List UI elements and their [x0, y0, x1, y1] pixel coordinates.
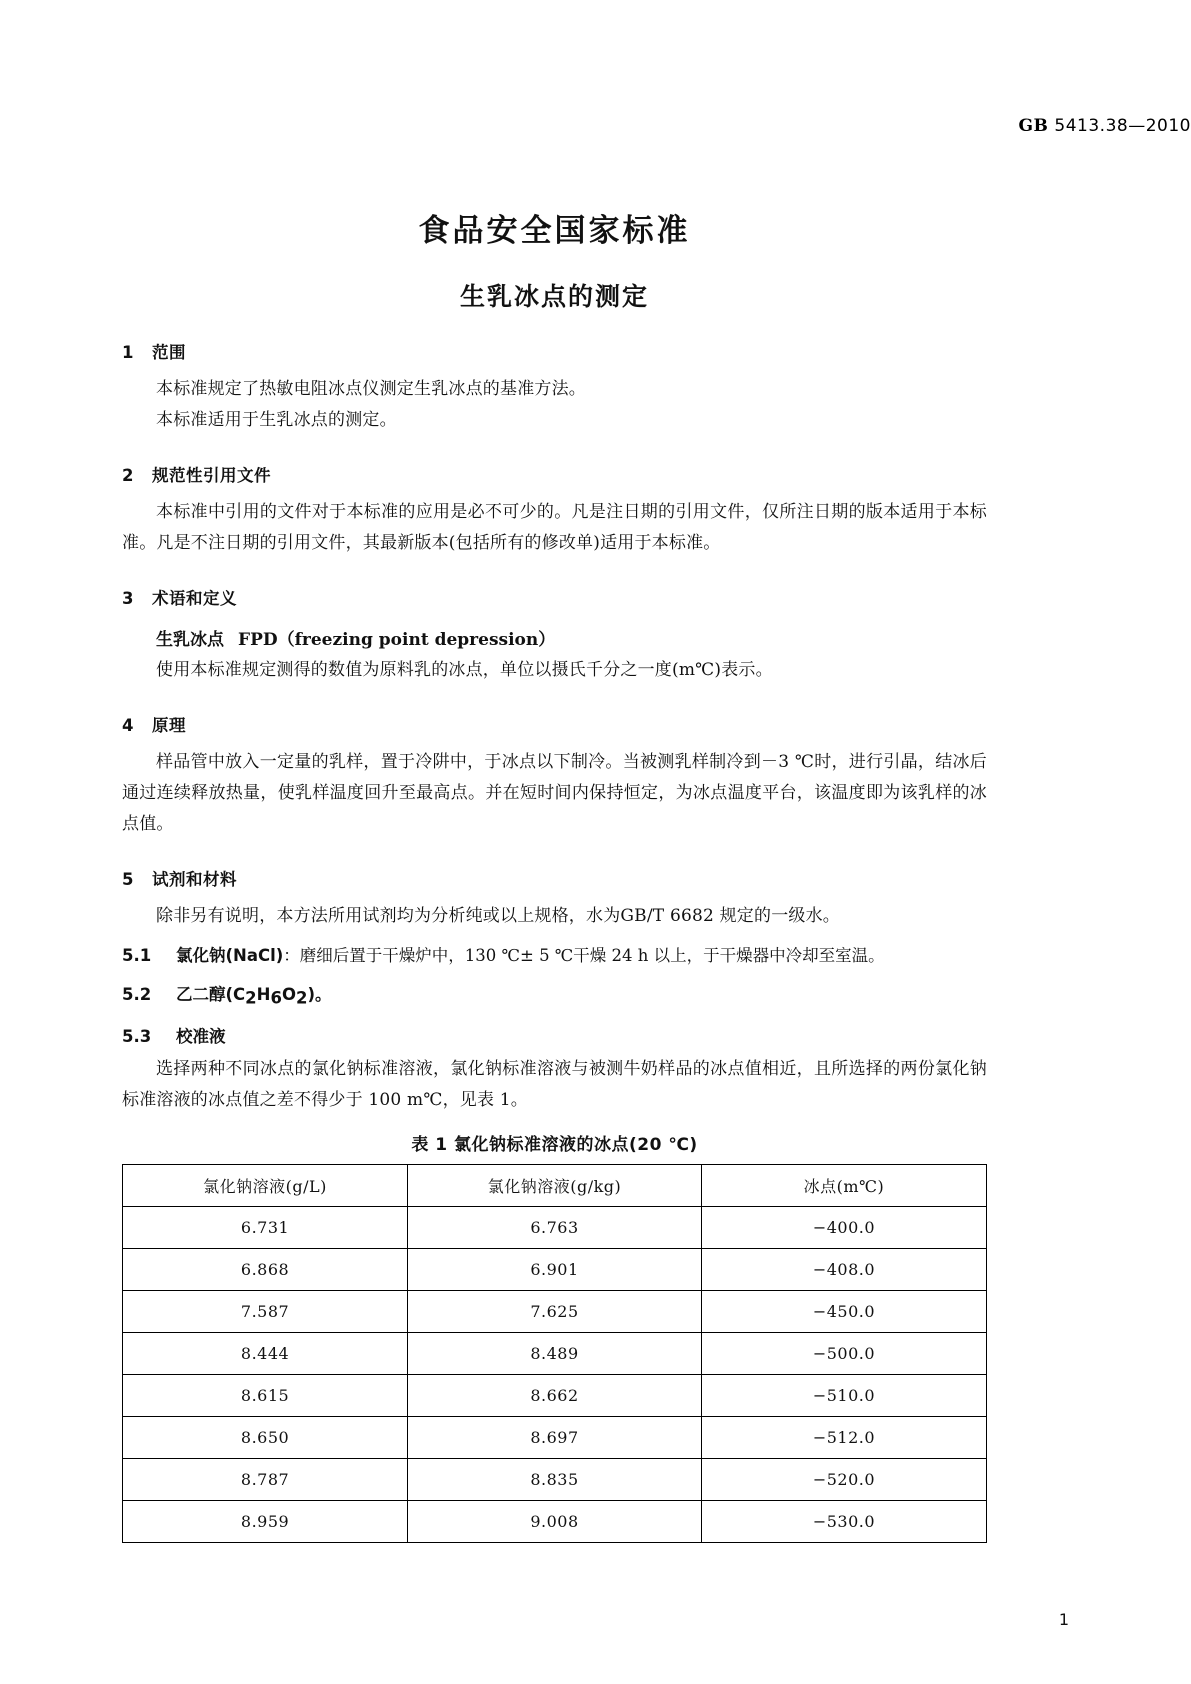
section-5-paragraph-1: 除非另有说明，本方法所用试剂均为分析纯或以上规格，水为GB/T 6682 规定的一级水。	[156, 906, 841, 926]
term-name-cn: 生乳冰点	[156, 630, 224, 650]
table-cell: 7.625	[408, 1290, 702, 1332]
table-cell: 7.587	[123, 1290, 408, 1332]
table-cell: −500.0	[701, 1332, 986, 1374]
table-header-cell: 冰点(m℃)	[701, 1164, 986, 1206]
section-1-paragraph-2: 本标准适用于生乳冰点的测定。	[156, 410, 397, 430]
section-number-1: 1	[122, 343, 134, 362]
section-4-paragraph-1: 样品管中放入一定量的乳样，置于冷阱中，于冰点以下制冷。当被测乳样制冷到－3 ℃时，进行引晶，结冰后通过连续释放热量，使乳样温度回升至最高点。并在短时间内保持恒定，为冰点温度平台，该温度即为该乳样的冰点值。	[122, 752, 987, 834]
reagent-5-3-paragraph: 选择两种不同冰点的氯化钠标准溶液，氯化钠标准溶液与被测牛奶样品的冰点值相近，且所选择的两份氯化钠标准溶液的冰点值之差不得少于 100 m℃，见表 1。	[122, 1058, 987, 1110]
section-title-4: 原理	[152, 716, 186, 735]
table-cell: 6.868	[123, 1248, 408, 1290]
table-caption: 表 1 氯化钠标准溶液的冰点(20 ℃)	[411, 1134, 698, 1155]
table-cell: 8.959	[123, 1500, 408, 1542]
reagent-item-5-2	[122, 980, 987, 1013]
section-title-5: 试剂和材料	[152, 870, 237, 889]
reagent-5-2-name-prefix: 乙二醇(C	[176, 985, 246, 1004]
page-title: 食品安全国家标准	[418, 213, 691, 249]
table-row	[123, 1458, 987, 1500]
table-cell: 8.787	[123, 1458, 408, 1500]
table-row	[123, 1374, 987, 1416]
table-header-cell: 氯化钠溶液(g/kg)	[408, 1164, 702, 1206]
table-cell: 8.835	[408, 1458, 702, 1500]
reagent-5-2-sub-1: 2	[245, 988, 257, 1008]
section-title-1: 范围	[152, 343, 186, 362]
reagent-item-5-1	[122, 941, 987, 971]
table-cell: 6.763	[408, 1206, 702, 1248]
table-row	[123, 1248, 987, 1290]
section-number-4: 4	[122, 716, 134, 735]
table-cell: −520.0	[701, 1458, 986, 1500]
table-header-cell: 氯化钠溶液(g/L)	[123, 1164, 408, 1206]
table-header-row	[123, 1164, 987, 1206]
standard-prefix: GB	[1018, 116, 1049, 136]
section-heading-1	[122, 339, 987, 363]
table-cell: 8.650	[123, 1416, 408, 1458]
table-cell: 6.901	[408, 1248, 702, 1290]
table-cell: −450.0	[701, 1290, 986, 1332]
reagent-5-3-label: 5.3	[122, 1026, 152, 1046]
reagent-5-2-element-o: O	[281, 985, 296, 1004]
table-cell: 6.731	[123, 1206, 408, 1248]
reagent-5-2-sub-3: 2	[295, 988, 308, 1008]
table-cell: 8.489	[408, 1332, 702, 1374]
standard-number: 5413.38—2010	[1054, 116, 1191, 136]
term-definition-line	[122, 625, 987, 655]
page-subtitle: 生乳冰点的测定	[459, 282, 649, 311]
table-cell: −530.0	[701, 1500, 986, 1542]
table-row	[123, 1206, 987, 1248]
reagent-item-5-3	[122, 1022, 987, 1052]
section-3-paragraph-1: 使用本标准规定测得的数值为原料乳的冰点，单位以摄氏千分之一度(m℃)表示。	[156, 660, 773, 680]
table-cell: 9.008	[408, 1500, 702, 1542]
sodium-chloride-freezing-point-table	[122, 1164, 987, 1543]
table-cell: −408.0	[701, 1248, 986, 1290]
table-row	[123, 1500, 987, 1542]
table-cell: −510.0	[701, 1374, 986, 1416]
table-cell: 8.444	[123, 1332, 408, 1374]
table-cell: 8.697	[408, 1416, 702, 1458]
table-cell: −400.0	[701, 1206, 986, 1248]
table-row	[123, 1332, 987, 1374]
reagent-5-1-name: 氯化钠(NaCl)	[176, 946, 284, 965]
table-row	[123, 1290, 987, 1332]
section-heading-2	[122, 462, 987, 486]
section-title-3: 术语和定义	[152, 589, 237, 608]
section-heading-4	[122, 712, 987, 736]
section-number-2: 2	[122, 466, 134, 485]
reagent-5-3-name: 校准液	[176, 1026, 226, 1046]
reagent-5-2-suffix: )。	[307, 985, 332, 1004]
section-1-paragraph-1: 本标准规定了热敏电阻冰点仪测定生乳冰点的基准方法。	[156, 379, 586, 399]
reagent-5-1-label: 5.1	[122, 946, 152, 965]
table-cell: 8.615	[123, 1374, 408, 1416]
table-cell: −512.0	[701, 1416, 986, 1458]
document-content	[122, 0, 987, 1543]
section-number-3: 3	[122, 589, 134, 608]
section-title-2: 规范性引用文件	[152, 466, 271, 485]
section-number-5: 5	[122, 870, 134, 889]
term-name-en: FPD（freezing point depression）	[238, 630, 556, 650]
reagent-5-2-element-h: H	[256, 985, 271, 1004]
section-heading-3	[122, 585, 987, 609]
reagent-5-1-text: ：磨细后置于干燥炉中，130 ℃± 5 ℃干燥 24 h 以上，于干燥器中冷却至室温。	[283, 946, 885, 965]
reagent-5-2-sub-2: 6	[270, 988, 282, 1008]
reagent-5-2-label: 5.2	[122, 985, 152, 1004]
table-cell: 8.662	[408, 1374, 702, 1416]
page-number: 1	[1058, 1610, 1069, 1629]
section-2-paragraph-1: 本标准中引用的文件对于本标准的应用是必不可少的。凡是注日期的引用文件，仅所注日期的版本适用于本标准。凡是不注日期的引用文件，其最新版本(包括所有的修改单)适用于本标准。	[122, 502, 987, 553]
section-heading-5	[122, 866, 987, 890]
table-row	[123, 1416, 987, 1458]
